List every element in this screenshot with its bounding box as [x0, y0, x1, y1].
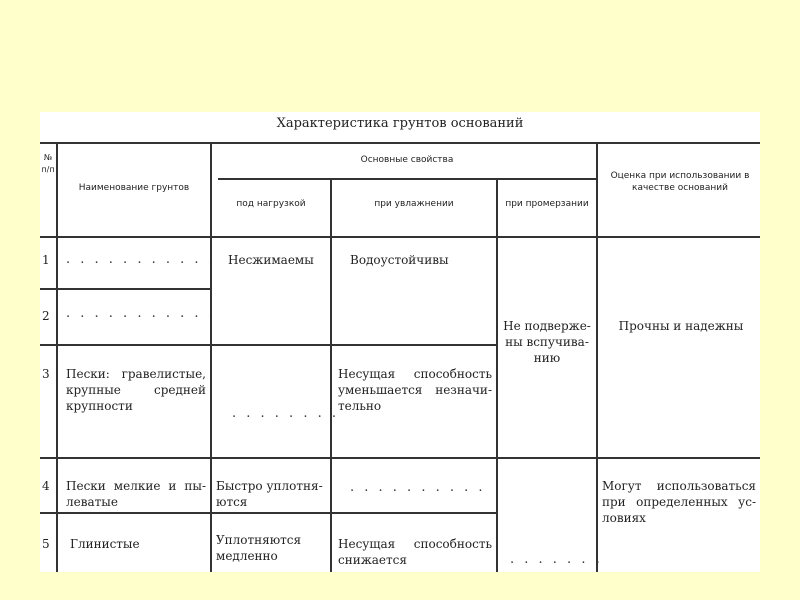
col-rule-5	[596, 142, 598, 572]
col-rule-4	[496, 178, 498, 572]
rule-header-bottom	[40, 236, 760, 238]
rule-top	[40, 142, 760, 144]
col-rule-1	[56, 142, 58, 572]
assess-merged-top: Прочны и надежны	[618, 319, 744, 333]
row4-load: Быстро уплотняются	[216, 479, 323, 509]
row4-number: 4	[42, 479, 50, 493]
header-main-properties: Основные свойства	[360, 155, 454, 165]
header-under-load: под нагрузкой	[236, 199, 306, 209]
row5-number: 5	[42, 537, 50, 551]
row1-number: 1	[42, 253, 50, 267]
row1-wet: Водоустойчивы	[350, 253, 449, 267]
row5-wet: Несущая способность снижается	[338, 537, 492, 567]
row5-load: Уплотняются медленно	[216, 533, 302, 563]
row2-name-dots: . . . . . . . . . . .	[66, 306, 216, 321]
table-title: Характеристика грунтов оснований	[276, 116, 524, 131]
row5-name: Глинистые	[70, 537, 140, 551]
rule-header-sub	[218, 178, 596, 180]
row3-load-dots: . . . . . . . .	[232, 406, 339, 421]
header-wetting: при увлажнении	[374, 199, 454, 209]
header-number: № п/п	[41, 153, 55, 174]
row2-number: 2	[42, 309, 50, 323]
row3-wet: Несущая способность уменьшается незначительно	[338, 367, 492, 413]
rule-row3	[40, 457, 760, 459]
freeze-merged: Не подвержены вспучиванию	[503, 319, 591, 365]
col-rule-3	[330, 178, 332, 572]
rule-row1	[40, 288, 210, 290]
row4-name: Пески мелкие и пылеватые	[66, 479, 206, 509]
assess-merged-bottom: Могут использоваться при определенных условиях	[602, 479, 756, 525]
row5-freeze-dots: . . . . . . .	[510, 552, 603, 567]
header-freezing: при промерзании	[505, 199, 589, 209]
row3-name: Пески: гравелистые, крупные средней крупности	[66, 367, 206, 413]
rule-row2	[40, 344, 496, 346]
header-name: Наименование грунтов	[78, 183, 190, 193]
row3-number: 3	[42, 367, 50, 381]
document-scan	[40, 112, 760, 572]
soil-table	[40, 112, 760, 572]
row1-name-dots: . . . . . . . . . . .	[66, 252, 216, 267]
rule-row4	[40, 512, 496, 514]
row1-load: Несжимаемы	[228, 253, 314, 267]
row4-wet-dots: . . . . . . . . . .	[350, 480, 486, 495]
header-assessment: Оценка при использовании в качестве оснований	[610, 171, 750, 193]
